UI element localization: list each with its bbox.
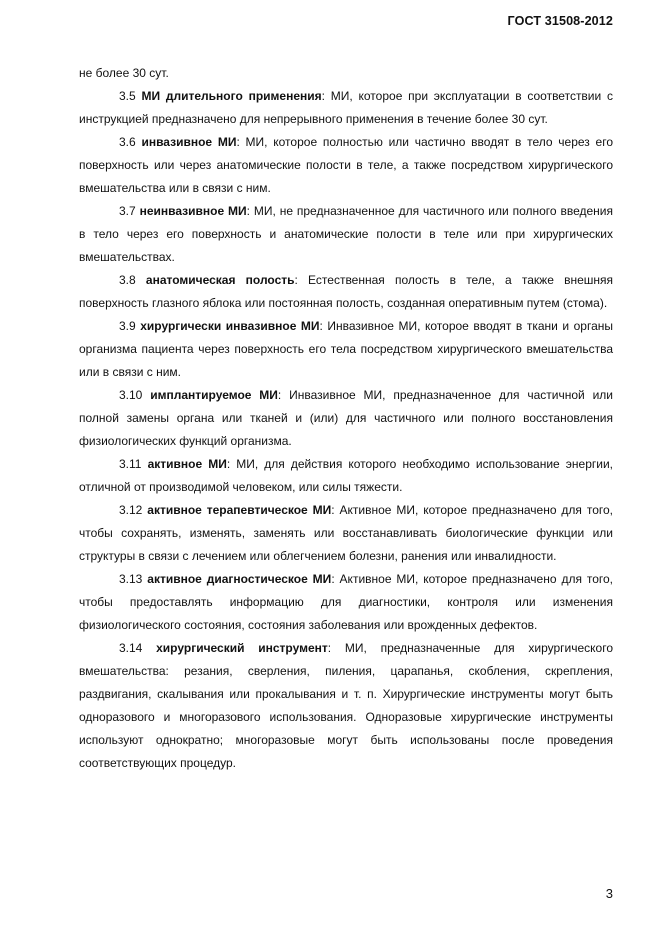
definition-text: : МИ, которое полностью или частично вводят в тело через его поверхность или через анатомические полости в теле, а также посредством хирургического вмешательства или в связи с ним. <box>79 135 614 195</box>
continuation-text: не более 30 сут. <box>79 66 169 80</box>
item-number: 3.9 <box>119 319 136 333</box>
definition-text: : Инвазивное МИ, предназначенное для частичной или полной замены органа или тканей и (или) для частичного или полного восстановления физиологических функций организма. <box>79 388 613 448</box>
item-number: 3.11 <box>119 457 142 471</box>
definition-text: : МИ, предназначенные для хирургического вмешательства: резания, сверления, пиления, царапанья, скобления, скрепления, раздвигания, скалывания или прокалывания и т. п. Хирургические инструменты могут быть одноразового и многоразового использования. Одноразовые хирургические инструменты используют однократно; многоразовые могут быть использованы после проведения соответствующих процедур. <box>79 641 613 770</box>
definition-3-8 <box>79 269 613 315</box>
definition-3-13 <box>79 568 613 637</box>
term: активное терапевтическое МИ <box>147 503 332 517</box>
definition-text: : МИ, не предназначенное для частичного или полного введения в тело через его поверхность и анатомические полости в теле или при хирургических вмешательствах. <box>79 204 613 264</box>
definition-3-11 <box>79 453 613 499</box>
definition-text: : Активное МИ, которое предназначено для того, чтобы предоставлять информацию для диагностики, контроля или изменения физиологического состояния, состояния заболевания или врожденных дефектов. <box>79 572 614 632</box>
item-number: 3.6 <box>119 135 136 149</box>
page-number: 3 <box>605 886 613 901</box>
term: активное МИ <box>147 457 227 471</box>
document-body <box>79 62 613 775</box>
definition-text: : МИ, которое при эксплуатации в соответствии с инструкцией предназначено для непрерывного применения в течение более 30 сут. <box>79 89 614 126</box>
term: инвазивное МИ <box>141 135 237 149</box>
definition-3-10 <box>79 384 613 453</box>
term: хирургический инструмент <box>156 641 328 655</box>
item-number: 3.12 <box>119 503 143 517</box>
term: неинвазивное МИ <box>139 204 247 218</box>
term: МИ длительного применения <box>141 89 322 103</box>
item-number: 3.10 <box>119 388 143 402</box>
definition-3-7 <box>79 200 613 269</box>
document-code-header: ГОСТ 31508-2012 <box>507 14 613 28</box>
item-number: 3.8 <box>119 273 136 287</box>
definition-text: : Инвазивное МИ, которое вводят в ткани и органы организма пациента через поверхность его тела посредством хирургического вмешательства или в связи с ним. <box>79 319 613 379</box>
item-number: 3.5 <box>119 89 136 103</box>
term: активное диагностическое МИ <box>147 572 332 586</box>
definition-3-9 <box>79 315 613 384</box>
definition-text: : Естественная полость в теле, а также внешняя поверхность глазного яблока или постоянная полость, созданная оперативным путем (стома). <box>79 273 613 310</box>
item-number: 3.7 <box>119 204 136 218</box>
item-number: 3.13 <box>119 572 143 586</box>
term: имплантируемое МИ <box>150 388 278 402</box>
term: анатомическая полость <box>145 273 295 287</box>
definition-text: : Активное МИ, которое предназначено для того, чтобы сохранять, изменять, заменять или восстанавливать биологические функции или структуры в связи с лечением или облегчением болезни, ранения или инвалидности. <box>79 503 613 563</box>
definition-3-12 <box>79 499 613 568</box>
definition-text: : МИ, для действия которого необходимо использование энергии, отличной от производимой человеком, или силы тяжести. <box>79 457 613 494</box>
definition-3-5 <box>79 85 613 131</box>
term: хирургически инвазивное МИ <box>140 319 320 333</box>
definition-3-6 <box>79 131 613 200</box>
item-number: 3.14 <box>119 641 143 655</box>
definition-3-14 <box>79 637 613 775</box>
